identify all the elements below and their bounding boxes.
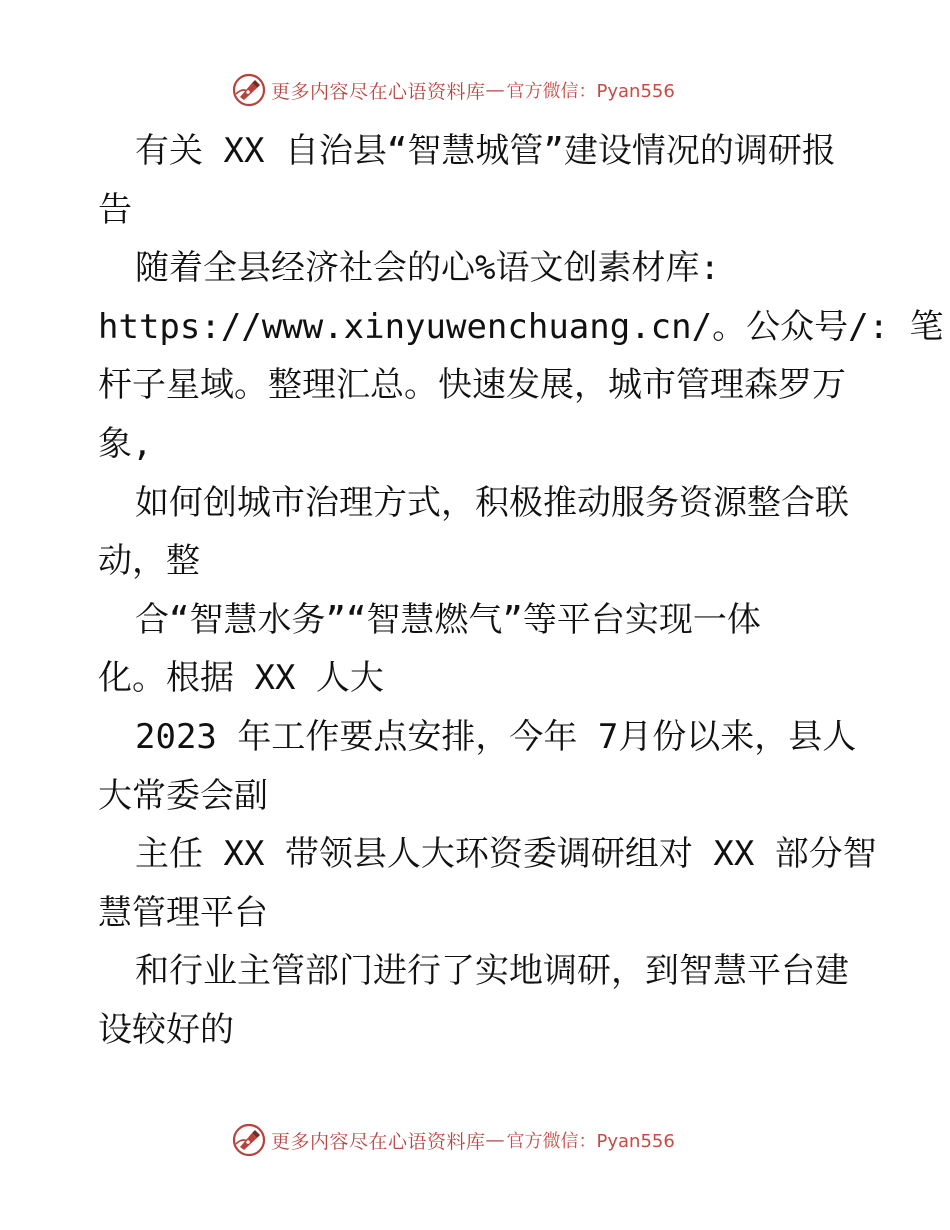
footer-banner xyxy=(232,1120,675,1160)
banner-wechat-id: 官方微信：Pyan556 xyxy=(506,81,675,102)
text-line: 杆子星域。整理汇总。快速发展，城市管理森罗万 xyxy=(98,365,846,406)
banner-separator: — xyxy=(485,79,505,101)
banner-site-name: 更多内容尽在心语资料库 xyxy=(271,1130,486,1153)
text-line: 合“智慧水务”“智慧燃气”等平台实现一体 xyxy=(135,599,761,640)
text-line: 设较好的 xyxy=(98,1009,234,1050)
text-line: 有关 XX 自治县“智慧城管”建设情况的调研报 xyxy=(135,131,836,171)
document-body xyxy=(98,122,944,1060)
pen-nib-logo-icon xyxy=(232,73,266,107)
pen-nib-logo-icon xyxy=(232,1123,266,1157)
text-line: 告 xyxy=(98,189,132,230)
text-line: 随着全县经济社会的心%语文创素材库: xyxy=(135,248,720,289)
text-line: 大常委会副 xyxy=(98,775,268,816)
text-line: 化。根据 XX 人大 xyxy=(98,658,384,699)
text-line: 主任 XX 带领县人大环资委调研组对 XX 部分智 xyxy=(135,834,877,875)
text-line: 如何创城市治理方式，积极推动服务资源整合联 xyxy=(135,482,849,523)
text-line: https://www.xinyuwenchuang.cn/。公众号/: 笔 xyxy=(98,306,944,347)
banner-wechat-id: 官方微信：Pyan556 xyxy=(506,1131,675,1152)
text-line: 和行业主管部门进行了实地调研，到智慧平台建 xyxy=(135,951,849,992)
text-line: 慧管理平台 xyxy=(98,892,268,933)
header-banner xyxy=(232,70,675,110)
text-line: 2023 年工作要点安排，今年 7月份以来，县人 xyxy=(135,716,857,757)
banner-separator: — xyxy=(485,1129,505,1151)
banner-site-name: 更多内容尽在心语资料库 xyxy=(271,80,486,103)
text-line: 象, xyxy=(98,423,153,464)
text-line: 动，整 xyxy=(98,541,200,582)
